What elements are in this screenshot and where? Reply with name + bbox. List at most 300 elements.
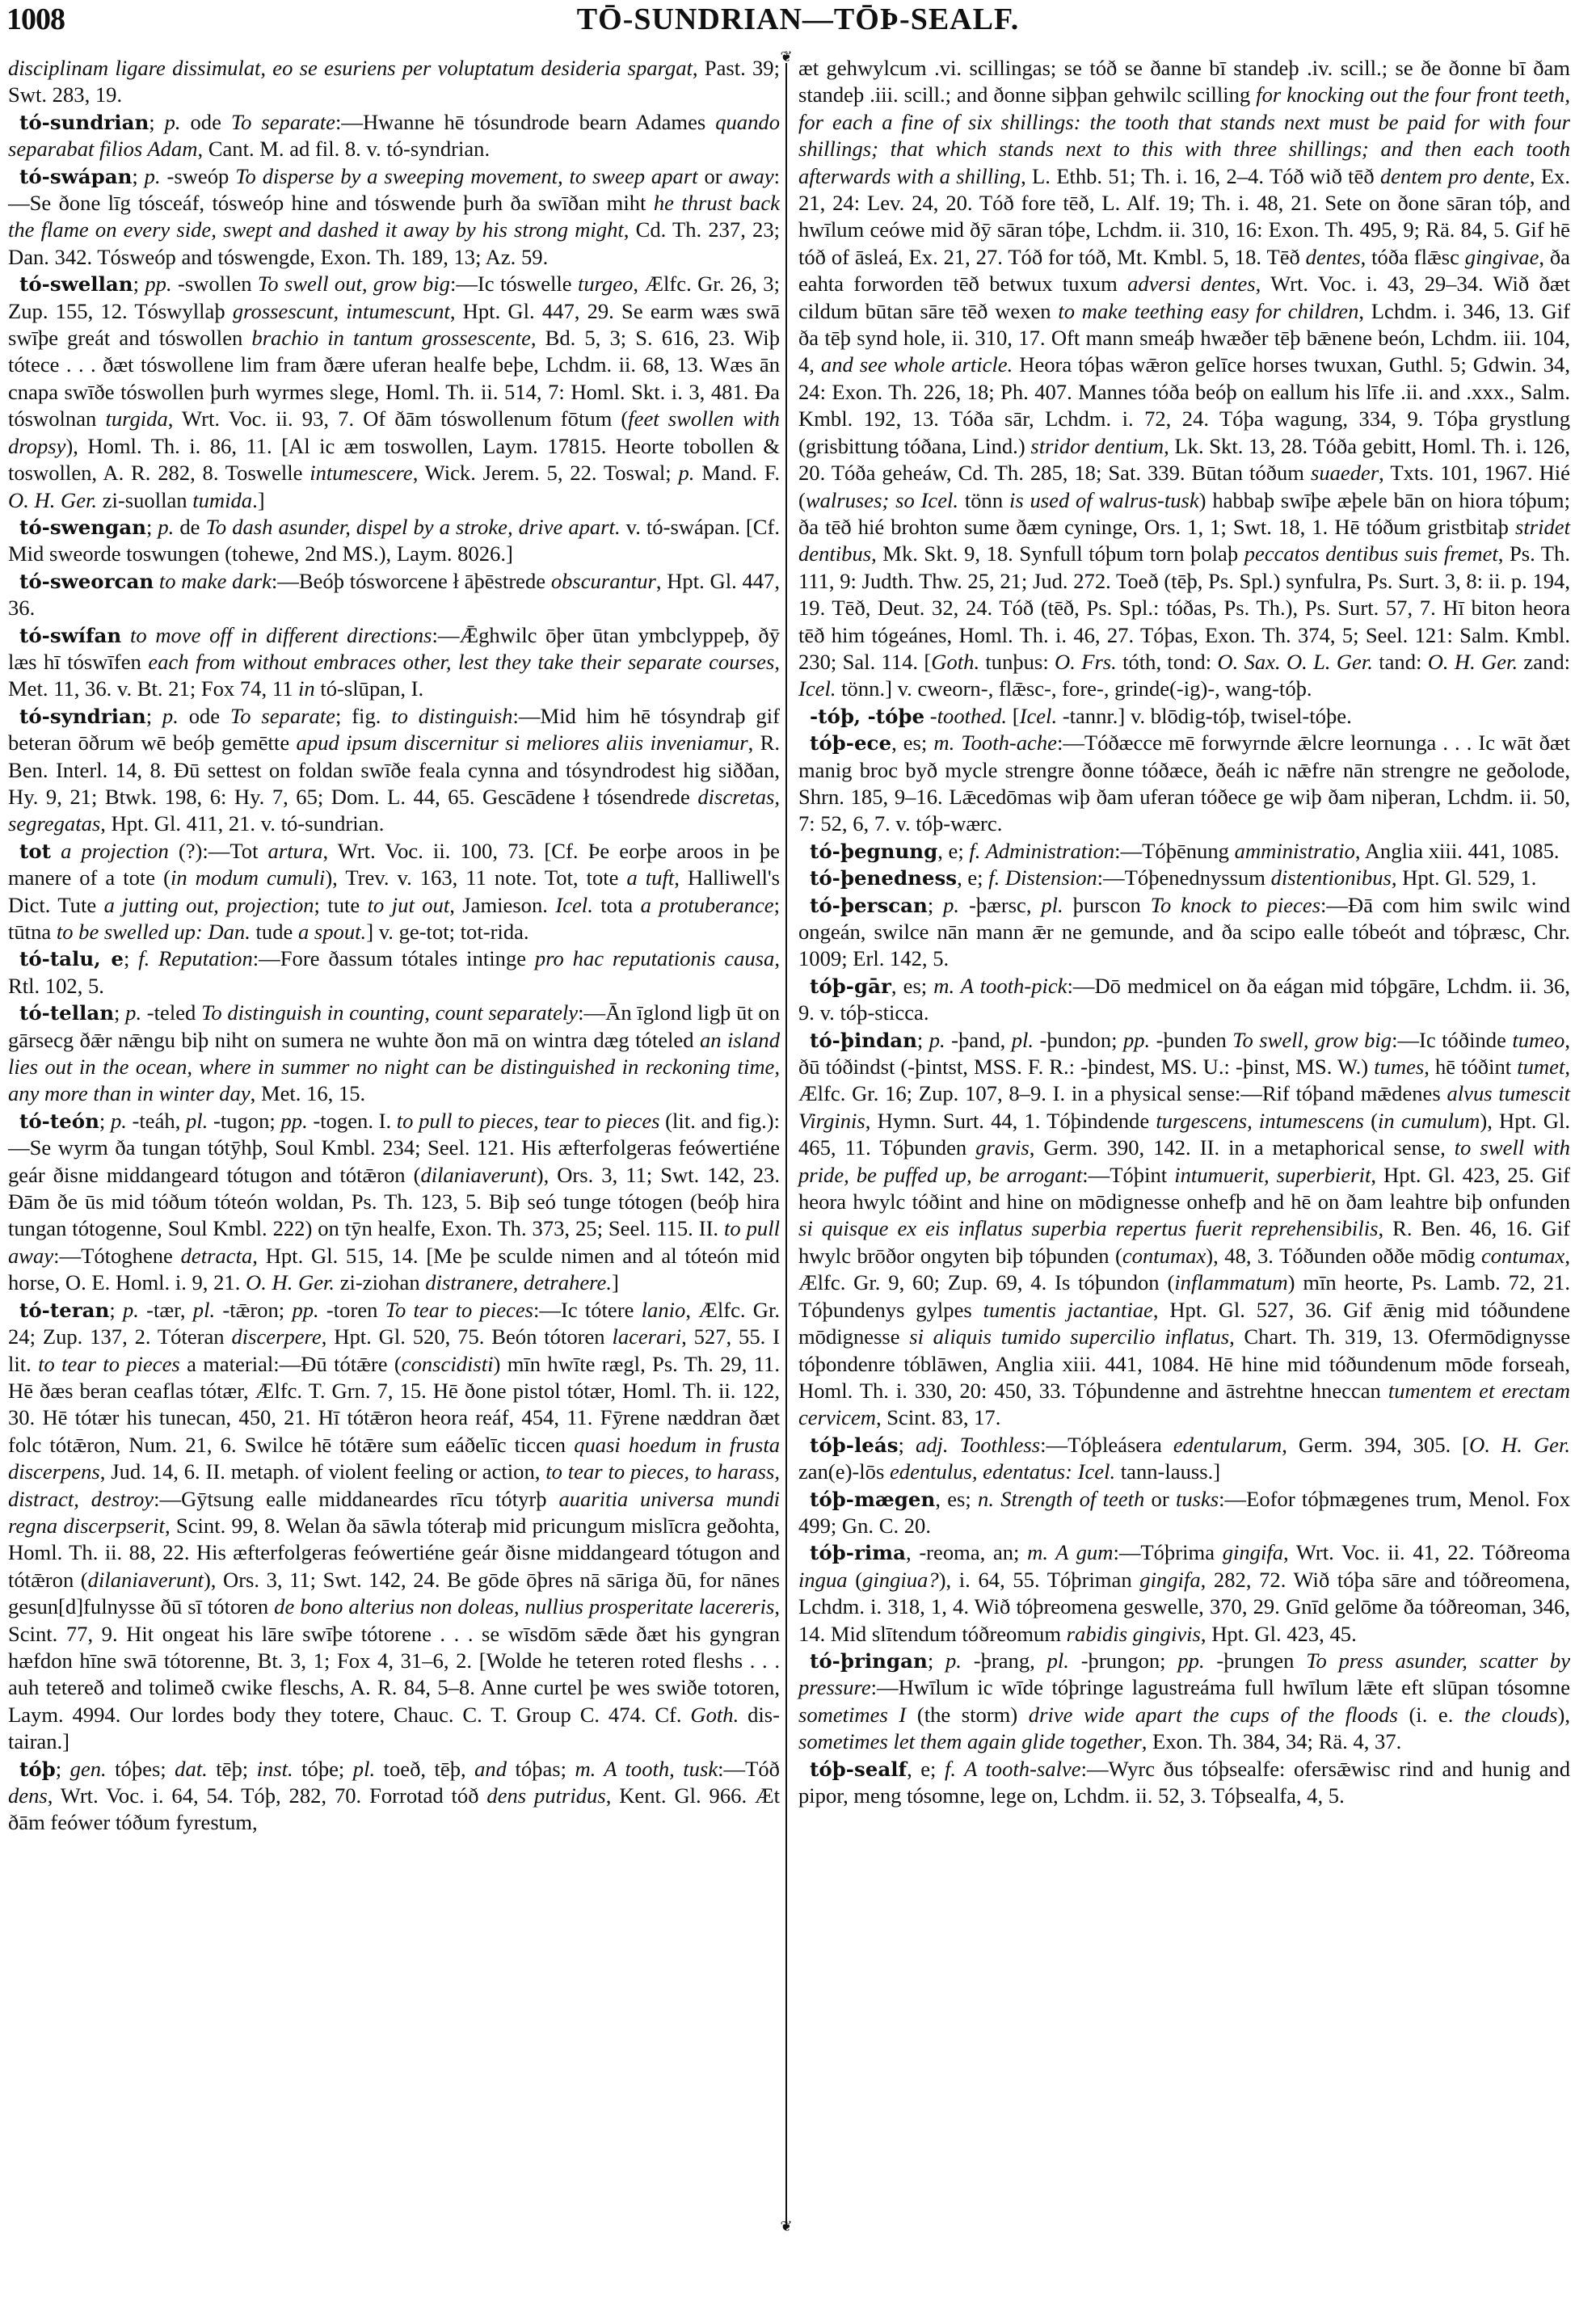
italic-text: to swell with pride, be puffed up, be arrogant — [798, 1135, 1570, 1187]
entry-text: , Past. 39; Swt. 283, 19. — [8, 56, 780, 107]
headword: tó-swengan — [19, 515, 146, 539]
dictionary-entry — [798, 838, 1570, 865]
entry-text: tann-lauss.] — [1115, 1459, 1221, 1484]
dictionary-entry — [798, 703, 1570, 730]
entry-text — [51, 839, 61, 863]
entry-text: ) mīn heorte, Ps. Lamb. 72, 21. Tóþundenys gylpes — [798, 1270, 1570, 1322]
dictionary-entry — [798, 973, 1570, 1027]
italic-text: peccatos dentibus suis fremet — [1244, 541, 1498, 566]
italic-text: inflammatum — [1174, 1270, 1288, 1295]
italic-text: lacerari — [612, 1324, 682, 1349]
headword: tó-þegnung — [810, 839, 938, 863]
italic-text: and see whole article. — [820, 352, 1013, 377]
entry-text: ; fig. — [335, 703, 392, 728]
entry-text: , Wrt. Voc. ii. 41, 22. Tóðreoma — [1283, 1540, 1571, 1565]
entry-text: , Hymn. Surt. 44, 1. Tóþindende — [865, 1108, 1156, 1133]
entry-text: :—Hwanne hē tósundrode bearn Adames — [335, 109, 716, 134]
entry-text: tönn.] v. cweorn-, flǣsc-, fore-, grinde(-ig)-, wang-tóþ. — [836, 676, 1312, 701]
headword: tó-syndrian — [19, 704, 146, 728]
dictionary-entry — [8, 1000, 780, 1108]
dictionary-entry — [8, 945, 780, 1000]
entry-text: ), Trev. v. 163, 11 note. Tot, tote — [325, 865, 627, 890]
entry-text: tude — [250, 920, 298, 944]
italic-text: de bono alterius non doleas, nullius prosperitate lacereris — [274, 1594, 775, 1619]
headword: tó-þindan — [810, 1028, 917, 1052]
italic-text: p. — [929, 1027, 945, 1052]
italic-text: pp. — [145, 272, 172, 297]
italic-text: dilaniaverunt — [420, 1162, 537, 1187]
entry-text: , Lk. Skt. 13, 28. Tóða gebitt, Homl. Th. i. 126, 20. Tóða geheáw, Cd. Th. 285, 18; Sat. 339. Būtan tóðum — [798, 433, 1571, 486]
entry-text: , Hpt. Gl. 515, 14. [Me þe sculde nimen and al tóteón mid horse, O. E. Homl. i. 9, 21. — [8, 1243, 780, 1295]
italic-text: pp. — [292, 1297, 319, 1322]
entry-text: -teled — [141, 1000, 202, 1025]
entry-text: tēþ; — [207, 1756, 257, 1781]
italic-text: si aliquis tumido supercilio inflatus — [909, 1324, 1230, 1349]
italic-text: a protuberance — [640, 892, 774, 917]
entry-text: , Hpt. Gl. 520, 75. Beón tótoren — [321, 1324, 613, 1349]
entry-text: -tær, — [138, 1297, 193, 1322]
headword: tot — [19, 839, 51, 863]
entry-text: ; — [133, 272, 145, 297]
entry-text: , 282, 72. Wið tóþa sāre and tóðreomena, Lchdm. i. 318, 1, 4. Wið tóþreomena geswelle, 370, 29. Gnīd gelōme ða tóðreoman, 346, 14. Mid slītendum tóðreomum — [798, 1567, 1570, 1646]
entry-text: :—Dō medmicel on ða eágan mid tóþgāre, Lchdm. ii. 36, 9. v. tóþ-sticca. — [798, 973, 1570, 1025]
entry-text: :—Se ðone līg tósceáf, tósweóp hine and tóswende þurh ða swīðan miht — [8, 163, 781, 216]
italic-text: p. — [125, 1000, 142, 1025]
entry-text: :—Tóþint — [1082, 1162, 1175, 1187]
italic-text: drive wide apart the cups of the floods — [1028, 1702, 1398, 1727]
entry-text: :—Tóþēnung — [1114, 838, 1235, 863]
entry-text: ] v. ge-tot; tot-rida. — [366, 920, 529, 944]
italic-text: To dash asunder, dispel by a stroke, drive apart. — [205, 514, 621, 539]
entry-text: ; — [916, 1027, 929, 1052]
entry-text: tóþe; — [293, 1756, 353, 1781]
italic-text: gen. — [69, 1756, 107, 1781]
italic-text: is used of walrus-tusk — [1009, 487, 1199, 512]
entry-text: , Jamieson. — [449, 892, 556, 917]
headword: tó-teran — [19, 1298, 110, 1322]
entry-text: , Wrt. Voc. i. 64, 54. Tóþ, 282, 70. Forrotad tóð — [47, 1783, 487, 1808]
entry-text: ode — [180, 109, 231, 134]
italic-text: To distinguish in counting, count separately — [201, 1000, 579, 1025]
entry-text: , Scint. 77, 9. Hit ongeat his lāre swīþe tótorene . . . se wīsdōm sǣde ðæt his gyngran hæfdon hīne swā tótorenne, Bt. 3, 1; Fox 4, 31–6, 2. [Wolde he teteren roted fleshs . . . auh tetereð and tolimeð cwike fleschs, A. R. 84, 5–8. Anne curtel þe wes swiðe totoren, Laym. 4994. Our lordes body they totere, Chauc. C. T. Group C. 474. Cf. — [8, 1594, 780, 1727]
entry-text: , ðū tóðindst (-þintst, MSS. F. R.: -þindest, MS. U.: -þinst, MS. W.) — [798, 1027, 1570, 1080]
entry-text: ; — [898, 1432, 916, 1457]
italic-text: gingifa — [1139, 1567, 1201, 1592]
entry-text: þurscon — [1063, 892, 1151, 917]
italic-text: tumet — [1517, 1054, 1565, 1080]
dictionary-entry — [798, 730, 1570, 838]
italic-text: O. H. Ger. — [1427, 649, 1518, 674]
entry-text: , Ælfc. Gr. 9, 60; Zup. 69, 4. Is tóþundon ( — [798, 1243, 1570, 1295]
italic-text: p. — [110, 1108, 127, 1133]
entry-text: Heora tóþas wǣron gelīce horses twuxan, Guthl. 5; Gdwin. 34, 24: Exon. Th. 226, 18; Ph. 407. Mannes tóða beóþ on eallum his līfe .ii. and .xxx., Salm. Kmbl. 192, 13. Tóða sār, Lchdm. i. 72, 24. Tóþa wagung, 334, 9. Tóþa grystlung (grisbittung tóðana, Lind.) — [798, 352, 1571, 458]
italic-text: m. A tooth, tusk — [575, 1756, 718, 1781]
dictionary-entry — [8, 514, 780, 568]
entry-text: :—Gȳtsung ealle middaneardes rīcu tótyrþ — [154, 1486, 559, 1511]
italic-text: obscurantur — [550, 568, 656, 593]
entry-text: -þunden — [1150, 1027, 1233, 1052]
italic-text: p. — [158, 514, 175, 539]
entry-text: ; — [149, 109, 165, 134]
entry-text: -toren — [318, 1297, 385, 1322]
italic-text: to pull to pieces, tear to pieces — [396, 1108, 660, 1133]
italic-text: an island lies out in the ocean, where in summer no night can be distinguished in reckoning time, any more than in winter day — [8, 1027, 780, 1106]
dictionary-entry — [8, 109, 780, 163]
italic-text: to pull away — [8, 1216, 780, 1268]
headword: tó-þringan — [810, 1648, 928, 1673]
italic-text: to distinguish — [391, 703, 513, 728]
entry-text: , Wick. Jerem. 5, 22. Toswal; — [412, 461, 679, 486]
italic-text: turgeo — [577, 272, 634, 297]
italic-text: to move off in different directions — [129, 622, 432, 647]
italic-text: a spout. — [297, 920, 367, 944]
dictionary-entry — [798, 1648, 1570, 1756]
entry-text: , R. Ben. Interl. 14, 8. Ðū settest on foldan swīðe feala cynna and tósyndrodest hig siððan, Hy. 9, 21; Btwk. 198, 6: Hy. 7, 65; Dom. L. 44, 65. Gescādene ł tósendrede — [8, 730, 781, 809]
headword: tóþ — [19, 1757, 56, 1781]
italic-text: stridet dentibus — [798, 514, 1570, 566]
italic-text: Icel. — [798, 676, 836, 701]
entry-text — [121, 623, 130, 647]
dictionary-entry — [8, 1756, 780, 1837]
entry-text: ( — [1363, 1108, 1378, 1133]
entry-text: :—Tóþleásera — [1040, 1432, 1173, 1457]
headword: tó-swellan — [19, 272, 133, 297]
italic-text: edentularum — [1173, 1432, 1282, 1457]
italic-text: intumescere — [310, 461, 413, 486]
italic-text: feet swollen with dropsy — [8, 406, 780, 458]
italic-text: pp. — [280, 1108, 308, 1133]
entry-text — [924, 704, 930, 728]
italic-text: to make dark — [158, 568, 272, 593]
italic-text: ingua — [798, 1567, 848, 1592]
column-divider — [785, 63, 787, 2229]
entry-text: , Hpt. Gl. 423, 45. — [1200, 1621, 1357, 1646]
entry-text: :—Ǣghwilc ōþer ūtan ymbclyppeþ, ðȳ læs hī tóswīfen — [8, 622, 780, 674]
italic-text: to be swelled up: Dan. — [56, 920, 251, 944]
italic-text: p. — [945, 1648, 962, 1673]
italic-text: pl. — [192, 1297, 216, 1322]
italic-text: -toothed. — [929, 703, 1008, 728]
entry-text: , Met. 16, 15. — [250, 1081, 366, 1106]
entry-text: , Rtl. 102, 5. — [8, 946, 780, 998]
entry-text: :—Tótoghene — [53, 1243, 181, 1268]
entry-text: -þand, — [945, 1027, 1012, 1052]
headword: tó-swífan — [19, 623, 122, 647]
entry-text: -teáh, — [126, 1108, 186, 1133]
italic-text: Icel. — [555, 892, 593, 917]
entry-text: ; — [927, 1648, 945, 1673]
headword: tó-tellan — [19, 1001, 115, 1025]
entry-text: , Scint. 83, 17. — [875, 1405, 1001, 1430]
entry-text: , Scint. 99, 8. Welan ða sāwla tóteraþ mid pricungum mislīcra geðohta, Homl. Th. ii. 88, 22. His æfterfolgeras feówertiéne geár ðisne middangeard tótugon and tótǣron ( — [8, 1513, 780, 1592]
entry-text: , Ælfc. Gr. 26, 3; Zup. 155, 12. Tóswyllaþ — [8, 272, 780, 323]
italic-text: tumida — [192, 487, 253, 512]
entry-text: ) mīn hwīte rægl, Ps. Th. 29, 11. Hē ðæs beran ceaflas tótær, Ælfc. T. Grn. 7, 15. Hē ðone pistol tótær, Homl. Th. ii. 122, 30. Hē tótær his tunecan, 450, 21. Hī tótǣron heora reáf, 454, 11. Fȳrene næddran ðæt folc tótǣron, Num. 21, 6. Swilce hē tótǣre sum eáðelīc ticcen — [8, 1351, 780, 1457]
italic-text: gravis — [975, 1135, 1030, 1160]
italic-text: gingifa — [1222, 1540, 1284, 1565]
italic-text: pro hac reputationis causa — [534, 946, 775, 971]
italic-text: walruses; so Icel. — [805, 487, 959, 512]
entry-text: tönn — [958, 487, 1009, 512]
italic-text: quasi hoedum in frusta discerpens — [8, 1432, 780, 1484]
italic-text: To press asunder, scatter by pressure — [798, 1648, 1570, 1700]
entry-text: ; tūtna — [8, 892, 780, 944]
italic-text: to make teething easy for children — [1058, 298, 1359, 323]
italic-text: distranere, detrahere. — [425, 1270, 612, 1295]
entry-text: , R. Ben. 46, 16. Gif hwylc brōðor ongyten biþ tóþunden ( — [798, 1216, 1570, 1268]
entry-text: tand: — [1372, 649, 1428, 674]
dictionary-entry — [798, 865, 1570, 891]
italic-text: pl. — [352, 1756, 376, 1781]
italic-text: contumax — [1480, 1243, 1565, 1268]
entry-text: -tugon; — [208, 1108, 281, 1133]
italic-text: p. — [122, 1297, 139, 1322]
italic-text: dentem pro dente — [1379, 163, 1530, 188]
italic-text: to tear to pieces — [38, 1351, 180, 1376]
entry-text: -tǣron; — [215, 1297, 293, 1322]
entry-text: .] — [252, 487, 265, 512]
italic-text: quando separabat filios Adam — [8, 109, 780, 162]
entry-text: tóþas; — [507, 1756, 575, 1781]
dictionary-entry — [8, 271, 780, 514]
entry-text: , Wrt. Voc. ii. 93, 7. Of ðām tóswollenum fōtum ( — [167, 406, 629, 431]
italic-text: turgida — [105, 406, 168, 431]
italic-text: f. Reputation — [138, 946, 253, 971]
entry-text: [ — [1007, 703, 1020, 728]
italic-text: O. Frs. — [1055, 649, 1117, 674]
entry-text: :—Ān īglond ligþ ūt on gārsecg ðǣr nǣngu biþ niht on sumera ne wuhte ðon mā on wintra dæg tóteled — [8, 1000, 780, 1052]
italic-text: gingivae — [1464, 244, 1539, 269]
dictionary-entry — [8, 703, 780, 838]
entry-text: :—Ðā com him swilc wind ongeán, swilce nān mann ǣr ne gemunde, and ða scipo ealle tóbeót and tóþræsc, Chr. 1009; Erl. 142, 5. — [798, 892, 1570, 971]
ornament-bottom-icon: ❦ — [780, 2218, 793, 2234]
entry-text: , Kent. Gl. 966. Æt ðām feówer tóðum fyrestum, — [8, 1783, 781, 1835]
dictionary-entry — [8, 1297, 780, 1756]
italic-text: conscidisti — [401, 1351, 494, 1376]
entry-text: ( — [847, 1567, 863, 1592]
entry-text: ; — [99, 1108, 111, 1133]
italic-text: m. A gum — [1027, 1540, 1114, 1565]
entry-text: ; tute — [314, 892, 368, 917]
entry-continuation — [798, 55, 1570, 703]
headword: tóþ-ece — [810, 731, 892, 756]
entry-text: ), 48, 3. Tóðunden oððe mōdig — [1206, 1243, 1481, 1268]
entry-text: ), Homl. Th. i. 86, 11. [Al ic æm toswollen, Laym. 17815. Heorte tobollen & toswollen, A. R. 282, 8. Toswelle — [8, 433, 780, 486]
italic-text: inst. — [256, 1756, 293, 1781]
entry-text: , -reoma, an; — [905, 1540, 1028, 1565]
italic-text: in modum cumuli — [170, 865, 326, 890]
entry-text: tunþus: — [979, 649, 1055, 674]
entry-text: , Hpt. Gl. 411, 21. v. tó-sundrian. — [100, 811, 385, 836]
italic-text: rabidis gingivis — [1066, 1621, 1201, 1646]
entry-text: , ða eahta forworden tēð betwux tuxum — [798, 244, 1570, 297]
italic-text: tusks — [1175, 1486, 1219, 1511]
entry-text: ; — [55, 1756, 70, 1781]
italic-text: turgescens, intumescens — [1156, 1108, 1364, 1133]
entry-text: -þærsc, — [959, 892, 1042, 917]
italic-text: dentes — [1305, 244, 1361, 269]
italic-text: distentionibus — [1270, 865, 1392, 890]
entry-text: -þundon; — [1034, 1027, 1123, 1052]
italic-text: to jut out — [367, 892, 450, 917]
italic-text: f. Distension — [988, 865, 1097, 890]
entry-text: v. tó-swápan. [Cf. Mid sweorde toswungen (tohewe, 2nd MS.), Laym. 8026.] — [8, 514, 780, 566]
italic-text: for knocking out the four front teeth, for each a fine of six shillings: the tooth that stands next must be paid for with four shillings; that which stands next to this with three shillings; and then each tooth afterwards with a shilling — [798, 82, 1570, 188]
italic-text: Goth. — [690, 1702, 739, 1727]
italic-text: tumentis jactantiae — [983, 1297, 1153, 1322]
ornament-top-icon: ❦ — [780, 48, 793, 65]
italic-text: lanio — [641, 1297, 686, 1322]
entry-text: , Jud. 14, 6. II. metaph. of violent feeling or action, — [99, 1459, 546, 1484]
italic-text: dens putridus — [486, 1783, 606, 1808]
entry-text: :—Fore ðassum tótales intinge — [252, 946, 535, 971]
entry-text: , e; — [957, 865, 989, 890]
dictionary-entry — [798, 1756, 1570, 1810]
italic-text: and — [474, 1756, 507, 1781]
italic-text: To disperse by a sweeping movement, to sweep apart — [235, 163, 698, 188]
entry-text: , Mk. Skt. 9, 18. Synfull tóþum torn þolaþ — [871, 541, 1244, 566]
italic-text: discerpere — [231, 1324, 322, 1349]
entry-text: ), — [1557, 1702, 1571, 1727]
dictionary-entry — [798, 892, 1570, 973]
column-right — [798, 55, 1570, 1809]
entry-continuation — [8, 55, 780, 109]
italic-text: alvus tumescit Virginis — [798, 1081, 1570, 1133]
entry-text: :—Ic tóðinde — [1392, 1027, 1513, 1052]
italic-text: dat. — [175, 1756, 208, 1781]
entry-text: tota — [592, 892, 641, 917]
entry-text: :—Ic tótere — [533, 1297, 642, 1322]
italic-text: pp. — [1122, 1027, 1151, 1052]
italic-text: adj. Toothless — [915, 1432, 1041, 1457]
italic-text: grossescunt, intumescunt — [232, 298, 450, 323]
headword: tóþ-mægen — [810, 1487, 936, 1511]
italic-text: p. — [164, 109, 181, 134]
italic-text: tumes — [1374, 1054, 1425, 1080]
entry-text: , e; — [907, 1756, 945, 1781]
entry-text: , es; — [891, 730, 934, 756]
running-head: TŌ-SUNDRIAN—TŌÞ-SEALF. — [576, 2, 1020, 36]
entry-text: ; — [109, 1297, 123, 1322]
entry-text: , Wrt. Voc. ii. 100, 73. [Cf. Þe eorþe aroos in þe manere of a tote ( — [8, 838, 780, 890]
entry-text: , Anglia xiii. 441, 1085. — [1354, 838, 1560, 863]
entry-text: a material:—Ðū tótǣre ( — [179, 1351, 402, 1376]
entry-text: , Lchdm. i. 346, 13. Gif ða tēþ synd hole, ii. 310, 17. Oft mann smeáþ hwæðer tēþ bǣnene beón, Lchdm. iii. 104, 4, — [798, 298, 1570, 377]
italic-text: pl. — [186, 1108, 208, 1133]
entry-text: ), i. 64, 55. Tóþriman — [938, 1567, 1140, 1592]
italic-text: O. Sax. O. L. Ger. — [1217, 649, 1373, 674]
italic-text: intumuerit, superbierit — [1174, 1162, 1371, 1187]
entry-text: ode — [178, 703, 230, 728]
entry-text: , Exon. Th. 384, 34; Rä. 4, 37. — [1141, 1729, 1402, 1754]
entry-text: , Halliwell's Dict. Tute — [8, 865, 780, 917]
entry-text: ; — [132, 163, 145, 188]
italic-text: To separate — [230, 703, 335, 728]
italic-text: adversi dentes — [1127, 272, 1256, 297]
entry-text: , Met. 11, 36. v. Bt. 21; Fox 74, 11 — [8, 649, 780, 701]
italic-text: n. Strength of teeth — [978, 1486, 1145, 1511]
headword: tóþ-sealf — [810, 1757, 907, 1781]
entry-text: -þrungon; — [1068, 1648, 1178, 1673]
dictionary-entry — [798, 1432, 1570, 1486]
italic-text: sometimes let them again glide together — [798, 1729, 1142, 1754]
italic-text: si quisque ex eis inflatus superbia repertus fuerit reprehensibilis — [798, 1216, 1379, 1241]
entry-text: (i. e. — [1397, 1702, 1464, 1727]
italic-text: To tear to pieces — [385, 1297, 533, 1322]
entry-text: :—Tóðæcce mē forwyrnde ǣlcre leornunga . . . Ic wāt ðæt manig broc byð mycle strengre ðonne tóðæce, ðeáh ic nǣfre nān strengre ne geðolode, Shrn. 185, 9–16. Lǣcedōmas wiþ ðam uferan tóðece ge wiþ ðam niþeran, Lchdm. ii. 50, 7: 52, 6, 7. v. tóþ-wærc. — [798, 730, 1571, 836]
italic-text: p. — [943, 892, 960, 917]
entry-text: , Bd. 5, 3; S. 616, 23. Wiþ tótece . . . ðæt tóswollene lim fram ðære uferan healfe beþe, Lchdm. ii. 68, 13. Wæs ān cnapa swīðe tóswollen þurh wyrmes slege, Homl. Th. ii. 514, 7: Homl. Skt. i. 3, 481. Ða tóswolnan — [8, 326, 780, 431]
dictionary-entry — [798, 1027, 1570, 1432]
dictionary-entry — [8, 163, 780, 272]
entry-text: ) habbaþ swīþe æþele bān on hiora tóþum; ða tēð hié brohton sume ðæm cyninge, Ors. 1, 1; Swt. 18, 1. Hē tóðum gristbitaþ — [798, 487, 1571, 539]
italic-text: in — [298, 676, 315, 701]
italic-text: Icel. — [1019, 703, 1058, 728]
entry-text: , Ælfc. Gr. 24; Zup. 137, 2. Tóteran — [8, 1297, 781, 1349]
entry-text: or — [697, 163, 729, 188]
entry-text: , Hpt. Gl. 447, 36. — [8, 568, 780, 621]
entry-text: -sweóp — [160, 163, 236, 188]
entry-text: ), Ors. 3, 11; Swt. 142, 23. Ðām ðe ūs mid tóðum tóteón woldan, Ps. Th. 123, 5. Biþ seó tunge tótogen (beóþ hira tungan tótogenne, Soul Kmbl. 222) on tȳn healfe, Exon. Th. 373, 25; Seel. 115. II. — [8, 1162, 780, 1241]
italic-text: in cumulum — [1377, 1108, 1480, 1133]
headword: -tóþ, -tóþe — [810, 704, 925, 728]
entry-text: , es; — [935, 1486, 979, 1511]
headword: tóþ-rima — [810, 1541, 906, 1565]
entry-text: æt gehwylcum .vi. scillingas; se tóð se ðanne bī standeþ .iv. scill.; se ðe ðonne bī ðam standeþ .iii. scill.; and ðonne siþþan gehwilc scilling — [798, 56, 1570, 107]
entry-text: , hē tóðint — [1424, 1054, 1518, 1080]
italic-text: O. H. Ger. — [246, 1270, 335, 1295]
italic-text: contumax — [1122, 1243, 1206, 1268]
entry-text: , Hpt. Gl. 529, 1. — [1391, 865, 1537, 890]
italic-text: O. H. Ger. — [1469, 1432, 1571, 1457]
entry-text: zan(e)-lōs — [798, 1459, 890, 1484]
italic-text: pl. — [1046, 1648, 1069, 1673]
headword: tó-sweorcan — [19, 569, 154, 593]
italic-text: f. Administration — [969, 838, 1115, 863]
italic-text: gingiua? — [862, 1567, 939, 1592]
entry-text: (lit. and fig.):—Se wyrm ða tungan tótȳhþ, Soul Kmbl. 234; Seel. 121. His æfterfolgeras feówertiéne geár ðisne middangeard tótugon and tótǣron ( — [8, 1108, 780, 1187]
dictionary-entry — [8, 622, 780, 703]
dictionary-entry — [798, 1539, 1570, 1648]
italic-text: the clouds — [1463, 1702, 1558, 1727]
entry-text: ; — [145, 703, 162, 728]
italic-text: apud ipsum discernitur si meliores aliis inveniamur — [296, 730, 748, 756]
italic-text: he thrust back the flame on every side, swept and dashed it away by his strong might — [8, 191, 780, 242]
italic-text: p. — [162, 703, 179, 728]
entry-text: , Ps. Th. 111, 9: Judth. Thw. 25, 21; Jud. 272. Toeð (tēþ, Ps. Spl.) synfulra, Ps. Surt. 3, 8: ii. p. 194, 19. Tēð, Deut. 32, 24. Tóð (tēð, Ps. Spl.: tóðas, Ps. Th.), Ps. Surt. 57, 7. Hī biton heora tēð him tógeánes, Homl. Th. i. 46, 27. Tóþas, Exon. Th. 374, 5; Seel. 121: Salm. Kmbl. 230; Sal. 114. [ — [798, 541, 1570, 674]
entry-text: , Hpt. Gl. 447, 29. Se earm wæs swā swīþe greát and tóswollen — [8, 298, 781, 351]
entry-text: zi-suollan — [97, 487, 193, 512]
entry-text: dis-tairan.] — [8, 1702, 780, 1754]
entry-text: zand: — [1518, 649, 1571, 674]
page-header — [0, 0, 1596, 40]
italic-text: p. — [678, 461, 695, 486]
entry-text: (the storm) — [906, 1702, 1029, 1727]
entry-text: , Hpt. Gl. 423, 25. Gif heora hwylc tóðint and hine on mōdignesse onhefþ and hē on ðam leahtre biþ onfunden — [798, 1162, 1571, 1214]
italic-text: a projection — [61, 838, 169, 863]
italic-text: m. Tooth-ache — [933, 730, 1057, 756]
entry-text: :—Ic tóswelle — [449, 272, 578, 297]
entry-text: :—Hwīlum ic wīde tóþringe lagustreáma full hwīlum lǣte eft slūpan tósomne — [870, 1675, 1570, 1700]
entry-text: :—Eofor tóþmægenes trum, Menol. Fox 499; Gn. C. 20. — [798, 1486, 1571, 1538]
entry-text: , Germ. 390, 142. II. in a metaphorical sense, — [1029, 1135, 1455, 1160]
entry-text: -þrang, — [961, 1648, 1047, 1673]
entry-text: , Ex. 21, 24: Lev. 24, 20. Tóð fore tēð, L. Alf. 19; Th. i. 48, 21. Sete on ðone sāran tóþ, and hwīlum ceówe mid ðȳ sāran tóþe, Lchdm. ii. 310, 16: Exon. Th. 495, 9; Rä. 84, 5. Gif hē tóð of āsleá, Ex. 21, 27. Tóð for tóð, Mt. Kmbl. 5, 18. Tēð — [798, 163, 1571, 269]
entry-text: de — [174, 514, 206, 539]
entry-text: , Txts. 101, 1967. Hié ( — [798, 461, 1570, 512]
dictionary-entry — [8, 1108, 780, 1297]
italic-text: sometimes I — [798, 1702, 907, 1727]
